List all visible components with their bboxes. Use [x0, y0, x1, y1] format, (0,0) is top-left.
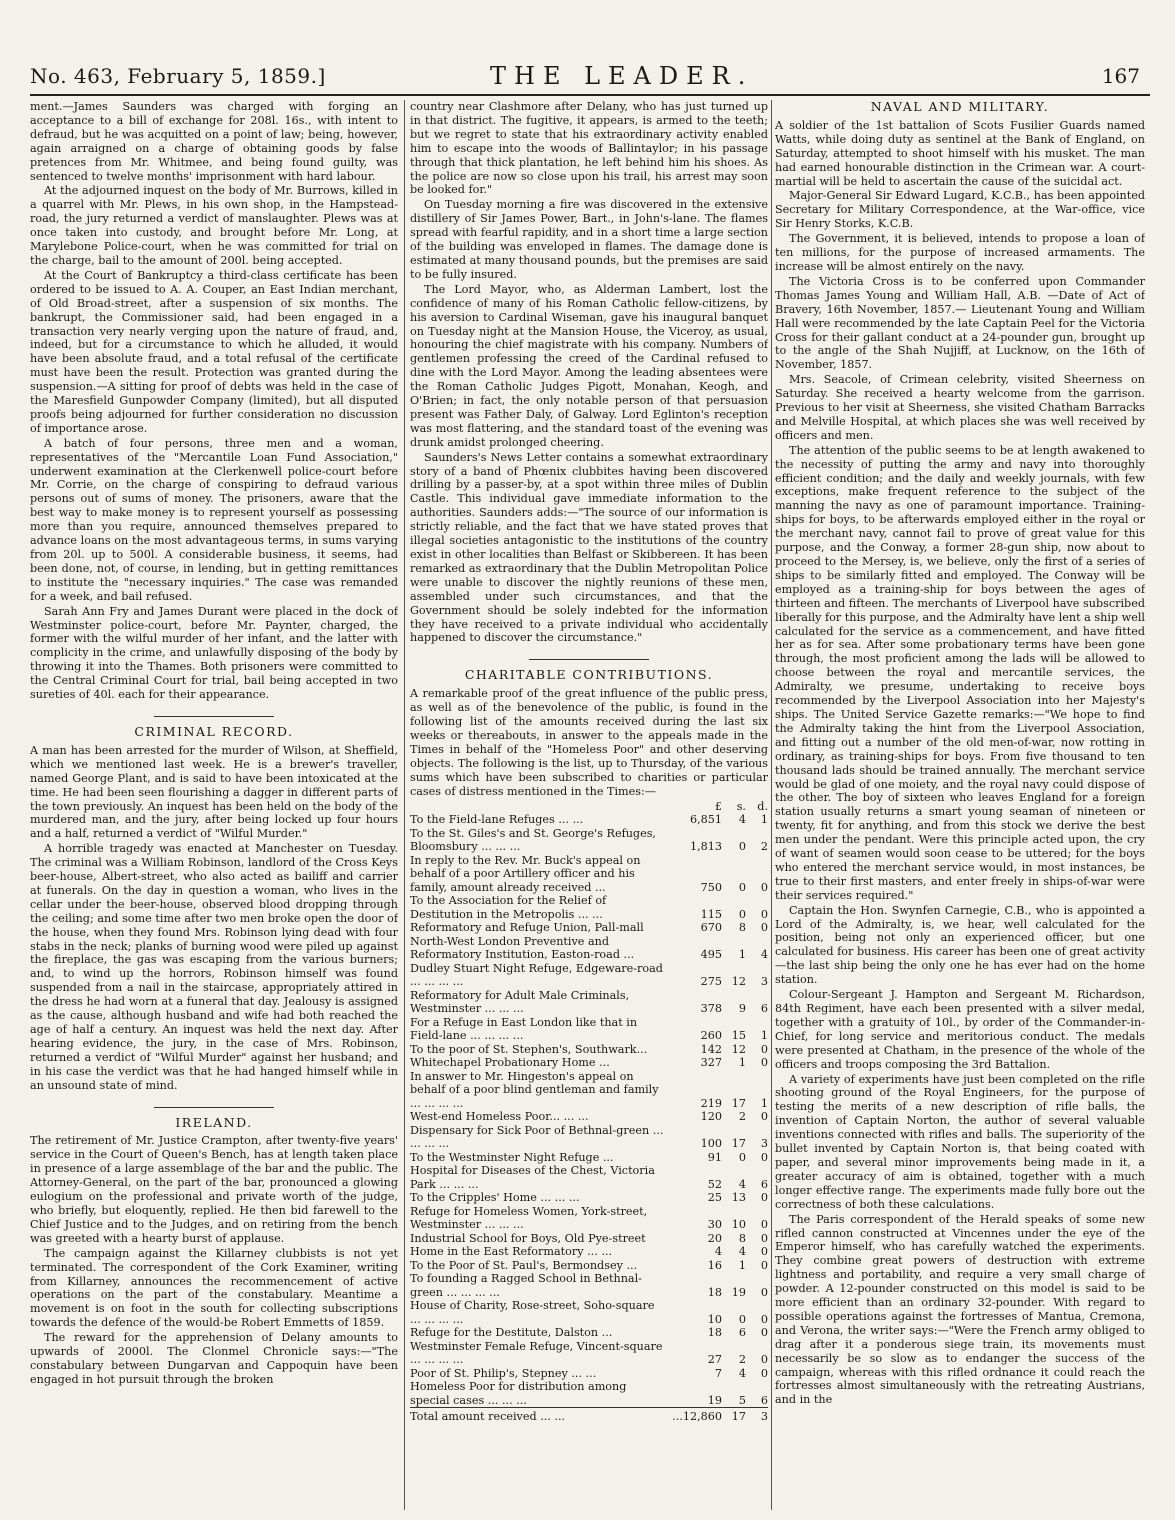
- shillings-cell: 12: [731, 1042, 746, 1056]
- contribution-name: House of Charity, Rose-street, Soho-square ... ... ... ...: [410, 1299, 655, 1326]
- pence-cell: 4: [760, 948, 768, 961]
- table-row: [410, 935, 768, 962]
- table-row: [410, 921, 768, 935]
- shillings-cell: 1: [738, 948, 746, 961]
- shillings-cell: 4: [738, 1177, 746, 1191]
- pence-cell: 2: [760, 840, 768, 853]
- shillings-cell: 0: [738, 1150, 746, 1164]
- contribution-name: To the Cripples' Home ... ... ...: [410, 1191, 580, 1204]
- pence-cell: 0: [760, 1110, 768, 1123]
- shillings-cell: 13: [731, 1191, 746, 1204]
- table-row: [410, 962, 768, 989]
- contribution-name: Hospital for Diseases of the Chest, Victoria Park ... ... ...: [410, 1164, 655, 1191]
- shillings-cell: 0: [738, 907, 746, 921]
- pounds-cell: 19: [707, 1393, 722, 1407]
- contributions-table: [410, 800, 768, 1424]
- article-paragraph: ment.—James Saunders was charged with forging an acceptance to a bill of exchange for 208l. 16s., with intent to defraud, but he was acquitted on a point of law; being, however, again arraigned on a charge of obtaining goods by false pretences from Mr. Whitmee, and being found guilty, was sentenced to twelve months' imprisonment with hard labour.: [30, 100, 398, 183]
- total-label: Total amount received ... ...: [410, 1408, 668, 1424]
- pounds-cell: 378: [700, 1002, 722, 1015]
- shillings-cell: 15: [731, 1029, 746, 1042]
- shillings-cell: 4: [738, 1366, 746, 1380]
- pence-cell: 6: [760, 1393, 768, 1407]
- total-row: [410, 1408, 768, 1424]
- pence-cell: 0: [760, 1312, 768, 1326]
- pounds-cell: 4: [714, 1245, 722, 1258]
- article-paragraph: The attention of the public seems to be at length awakened to the necessity of putting the army and navy into thoroughly efficient condition; and the daily and weekly journals, with few exceptions, make frequent reference to the subject of the manning the navy as one of paramount importance. Training-ships for boys, to be afterwards employed either in the royal or the merchant navy, cannot fail to prove of great value for this purpose, and the Conway, a former 28-gun ship, now about to proceed to the Mersey, is, we believe, only the first of a series of ships to be similarly fitted and employed. The Conway will be employed as a training-ship for boys between the ages of thirteen and fifteen. The merchants of Liverpool have subscribed liberally for this purpose, and the Admiralty have lent a ship well calculated for the service as a commencement, and have fitted her as for sea. After some probationary terms have been gone through, the most proficient among the lads will be allowed to choose between the royal and mercantile services, the Admiralty, we presume, undertaking to receive boys recommended by the Liverpool Association into her Majesty's ships. The United Service Gazette remarks:—"We hope to find the Admiralty taking the hint from the Liverpool Association, and fitting out a number of the old men-of-war, now rotting in ordinary, as training-ships for boys. From five thousand to ten thousand lads should be trained annually. The merchant service would be glad of one moiety, and the royal navy could dispose of the other. The boy of sixteen who leaves England for a foreign station usually returns a smart young seaman of nineteen or twenty, fit for anything, and from this stock we derive the best men under the pendant. Were this principle acted upon, the cry of want of seamen would soon cease to be uttered; for the boys who entered the merchant service would, in most instances, be true to their first masters, and enter freely in ships-of-war were their services required.": [775, 443, 1145, 902]
- pounds-cell: 100: [700, 1137, 722, 1150]
- shillings-cell: 0: [738, 880, 746, 894]
- shillings-cell: 2: [738, 1353, 746, 1366]
- total-pounds: ...12,860: [668, 1408, 722, 1424]
- pence-cell: 0: [760, 1366, 768, 1380]
- pounds-cell: 18: [707, 1285, 722, 1299]
- pence-cell: 0: [760, 1191, 768, 1204]
- pence-cell: 0: [760, 1231, 768, 1245]
- table-row: [410, 1124, 768, 1151]
- table-row: [410, 1326, 768, 1340]
- pounds-cell: 91: [707, 1150, 722, 1164]
- contribution-name: Reformatory for Adult Male Criminals, Westminster ... ... ...: [410, 988, 630, 1015]
- contribution-name: To the St. Giles's and St. George's Refuges, Bloomsbury ... ... ...: [410, 826, 656, 853]
- column-3: [775, 100, 1145, 1510]
- shillings-cell: 5: [738, 1393, 746, 1407]
- table-row: [410, 1070, 768, 1111]
- pounds-cell: 16: [707, 1258, 722, 1272]
- pence-cell: 0: [760, 1245, 768, 1258]
- pence-header: d.: [757, 799, 768, 813]
- pence-cell: 3: [760, 975, 768, 988]
- pounds-cell: 7: [714, 1366, 722, 1380]
- pounds-cell: 115: [700, 907, 722, 921]
- pounds-cell: 495: [700, 948, 722, 961]
- pounds-cell: 275: [700, 975, 722, 988]
- pence-cell: 0: [760, 1056, 768, 1069]
- article-paragraph: The reward for the apprehension of Delany amounts to upwards of 2000l. The Clonmel Chronicle says:—"The constabulary between Dungarvan and Cappoquin have been engaged in hot pursuit through the broken: [30, 1331, 398, 1386]
- article-paragraph: A remarkable proof of the great influence of the public press, as well as of the benevolence of the public, is found in the following list of the amounts received during the last six weeks or thereabouts, in answer to the appeals made in the Times in behalf of the "Homeless Poor" and other deserving objects. The following is the list, up to Thursday, of the various sums which have been subscribed to charities or particular cases of distress mentioned in the Times:—: [410, 687, 768, 798]
- article-paragraph: The campaign against the Killarney clubbists is not yet terminated. The correspondent of the Cork Examiner, writing from Killarney, announces the recommencement of active operations on the part of the constabulary. Meantime a movement is on foot in the south for collecting subscriptions towards the defence of the would-be Robert Emmetts of 1859.: [30, 1246, 398, 1330]
- column-1: [30, 100, 398, 1510]
- contribution-name: To the Association for the Relief of Destitution in the Metropolis ... ...: [410, 894, 607, 921]
- article-paragraph: A variety of experiments have just been completed on the rifle shooting ground of the Royal Engineers, for the purpose of testing the merits of a new description of rifle balls, the invention of Captain Norton, the author of several valuable inventions connected with rifles and balls. The superiority of the bullet invented by Captain Norton is, that being coated with paper, and several minor improvements being made in it, a greater accuracy of aim is obtained, together with a much longer effective range. The experiments made fully bore out the correctness of both these calculations.: [775, 1072, 1145, 1211]
- shillings-cell: 1: [738, 1258, 746, 1272]
- table-row: [410, 1164, 768, 1191]
- article-paragraph: Colour-Sergeant J. Hampton and Sergeant M. Richardson, 84th Regiment, have each been presented with a silver medal, together with a gratuity of 10l., by order of the Commander-in-Chief, for long service and meritorious conduct. The medals were presented at Chatham, in the presence of the whole of the officers and troops composing the 3rd Battalion.: [775, 988, 1145, 1071]
- column-rule: [404, 100, 405, 1510]
- pounds-cell: 120: [700, 1110, 722, 1123]
- page-number: 167: [1101, 64, 1140, 88]
- contribution-name: To founding a Ragged School in Bethnal-green ... ... ... ...: [410, 1272, 642, 1299]
- table-row: [410, 1043, 768, 1057]
- table-row: [410, 854, 768, 895]
- contribution-name: Refuge for the Destitute, Dalston ...: [410, 1326, 613, 1339]
- pounds-cell: 10: [707, 1312, 722, 1326]
- contribution-name: In answer to Mr. Hingeston's appeal on behalf of a poor blind gentleman and family ... ... ... ...: [410, 1069, 659, 1110]
- section-heading-naval-military: NAVAL AND MILITARY.: [870, 100, 1050, 114]
- contribution-name: Reformatory and Refuge Union, Pall-mall: [410, 921, 644, 934]
- pence-cell: 0: [760, 1258, 768, 1272]
- pounds-header: £: [714, 799, 722, 813]
- shillings-cell: 0: [738, 1312, 746, 1326]
- table-row: [410, 1056, 768, 1070]
- article-paragraph: A man has been arrested for the murder of Wilson, at Sheffield, which we mentioned last week. He is a brewer's traveller, named George Plant, and is said to have been intoxicated at the time. He had been seen flourishing a dagger in different parts of the town previously. An inquest has been held on the body of the murdered man, and the jury, after being locked up four hours and a half, returned a verdict of "Wilful Murder.": [30, 743, 398, 841]
- pounds-cell: 670: [700, 921, 722, 934]
- article-paragraph: Captain the Hon. Swynfen Carnegie, C.B., who is appointed a Lord of the Admiralty, is, we hear, well calculated for the position, being not only an experienced officer, but one calculated for business. His career has been one of great activity—the last ship being the only one he has ever had on the home station.: [775, 903, 1145, 987]
- total-pence: 3: [746, 1408, 768, 1424]
- table-row: [410, 1299, 768, 1326]
- pence-cell: 0: [760, 1218, 768, 1231]
- pence-cell: 0: [760, 880, 768, 894]
- column-2: [410, 100, 768, 1510]
- pence-cell: 0: [760, 1326, 768, 1339]
- pounds-cell: 25: [707, 1191, 722, 1204]
- article-paragraph: A horrible tragedy was enacted at Manchester on Tuesday. The criminal was a William Robinson, landlord of the Cross Keys beer-house, Albert-street, who also acted as bailiff and carrier at funerals. On the day in question a woman, who lives in the cellar under the beer-house, observed blood dropping through the ceiling; and some time after two men broke open the door of the house, when they found Mrs. Robinson lying dead with four stabs in the neck; planks of burning wood were piled up against the fireplace, the gas was escaping from the various burners; and, to wind up the horrors, Robinson himself was found suspended from a nail in the staircase, appropriately attired in the dress he had worn at a funeral that day. Jealousy is assigned as the cause, although husband and wife had both reached the age of half a century. An inquest was held the next day. After hearing evidence, the jury, in the case of Mrs. Robinson, returned a verdict of "Wilful Murder" against her husband; and in his case the verdict was that he had hanged himself while in an unsound state of mind.: [30, 842, 398, 1092]
- pounds-cell: 327: [700, 1056, 722, 1069]
- issue-date: No. 463, February 5, 1859.]: [30, 64, 326, 88]
- article-paragraph: At the Court of Bankruptcy a third-class certificate has been ordered to be issued to A. A. Couper, an East Indian merchant, of Old Broad-street, after a suspension of six months. The bankrupt, the Commissioner said, had been engaged in a transaction very nearly verging upon the nature of fraud, and, indeed, but for a circumstance to which he alluded, it would have been absolute fraud, and a total refusal of the certificate must have been the result. Protection was granted during the suspension.—A sitting for proof of debts was held in the case of the Maresfield Gunpowder Company (limited), but all disputed proofs being adjourned for further consideration no discussion of importance arose.: [30, 268, 398, 435]
- table-header-row: [410, 800, 768, 814]
- article-paragraph: The Paris correspondent of the Herald speaks of some new rifled cannon constructed at Vincennes under the eye of the Emperor himself, who has carefully watched the experiments. They combine great powers of destruction with extreme lightness and portability, and require a very small charge of powder. A 12-pounder constructed on this model is said to be more efficient than an ordinary 32-pounder. With regard to possible operations against the fortresses of Mantua, Cremona, and Verona, the writer says:—"Were the French army obliged to drag after it a ponderous siege train, its movements must necessarily be so slow as to endanger the success of the campaign, whereas with this rifled ordnance it could reach the fortresses almost simultaneously with the retreating Austrians, and in the: [775, 1212, 1145, 1407]
- pounds-cell: 6,851: [689, 813, 722, 826]
- section-heading-charitable-contributions: CHARITABLE CONTRIBUTIONS.: [464, 667, 714, 683]
- table-row: [410, 1367, 768, 1381]
- contribution-name: Refuge for Homeless Women, York-street, Westminster ... ... ...: [410, 1204, 648, 1231]
- contribution-name: Homeless Poor for distribution among special cases ... ... ...: [410, 1380, 627, 1407]
- contribution-name: Westminster Female Refuge, Vincent-square ... ... ... ...: [410, 1339, 663, 1366]
- table-row: [410, 1191, 768, 1205]
- article-paragraph: On Tuesday morning a fire was discovered in the extensive distillery of Sir James Power, Bart., in John's-lane. The flames spread with fearful rapidity, and in a short time a large section of the building was enveloped in flames. The damage done is estimated at many thousand pounds, but the premises are said to be fully insured.: [410, 198, 768, 281]
- contribution-name: In reply to the Rev. Mr. Buck's appeal on behalf of a poor Artillery officer and his family, amount already received ...: [410, 853, 641, 894]
- shillings-header: s.: [736, 799, 746, 813]
- table-row: [410, 1272, 768, 1299]
- contribution-name: West-end Homeless Poor... ... ...: [410, 1110, 589, 1123]
- pence-cell: 1: [760, 1029, 768, 1042]
- contribution-name: To the Westminster Night Refuge ...: [410, 1150, 614, 1164]
- table-row: [410, 813, 768, 827]
- contribution-name: For a Refuge in East London like that in Field-lane ... ... ... ...: [410, 1015, 638, 1042]
- article-paragraph: The Victoria Cross is to be conferred upon Commander Thomas James Young and William Hall, A.B. —Date of Act of Bravery, 16th November, 1857.— Lieutenant Young and William Hall were recommended by the late Captain Peel for the Victoria Cross for their gallant conduct at a 24-pounder gun, brought up to the angle of the Shah Nujjiff, at Lucknow, on the 16th of November, 1857.: [775, 274, 1145, 372]
- shillings-cell: 8: [738, 1231, 746, 1245]
- shillings-cell: 2: [738, 1110, 746, 1123]
- shillings-cell: 0: [738, 840, 746, 853]
- article-paragraph: country near Clashmore after Delany, who has just turned up in that district. The fugitive, it appears, is armed to the teeth; but we regret to state that his extraordinary activity enabled him to escape into the woods of Ballintaylor; in his passage through that thick plantation, he left behind him his shoes. As the police are now so close upon his trail, his arrest may soon be looked for.": [410, 100, 768, 197]
- shillings-cell: 4: [738, 813, 746, 826]
- pence-cell: 0: [760, 1353, 768, 1366]
- shillings-cell: 4: [738, 1245, 746, 1258]
- pence-cell: 1: [760, 1096, 768, 1110]
- pounds-cell: 52: [707, 1177, 722, 1191]
- shillings-cell: 12: [731, 975, 746, 988]
- column-rule: [771, 100, 772, 1510]
- pounds-cell: 30: [707, 1218, 722, 1231]
- contribution-name: To the Poor of St. Paul's, Bermondsey ...: [410, 1258, 638, 1272]
- table-row: [410, 1016, 768, 1043]
- article-paragraph: The Lord Mayor, who, as Alderman Lambert, lost the confidence of many of his Roman Catholic fellow-citizens, by his aversion to Cardinal Wiseman, gave his inaugural banquet on Tuesday night at the Mansion House, the Viceroy, as usual, honouring the chief magistrate with his company. Numbers of gentlemen professing the creed of the Cardinal refused to dine with the Lord Mayor. Among the leading absentees were the Roman Catholic Judges Pigott, Monahan, Keogh, and O'Brien; in fact, the only notable person of that persuasion present was Father Daly, of Galway. Lord Eglinton's reception was most flattering, and the standard toast of the evening was drunk amidst prolonged cheering.: [410, 282, 768, 449]
- article-paragraph: Mrs. Seacole, of Crimean celebrity, visited Sheerness on Saturday. She received a hearty welcome from the garrison. Previous to her visit at Sheerness, she visited Chatham Barracks and Melville Hospital, at which places she was well received by officers and men.: [775, 373, 1145, 442]
- contribution-name: Industrial School for Boys, Old Pye-street: [410, 1231, 646, 1245]
- article-paragraph: The Government, it is believed, intends to propose a loan of ten millions, for the purpose of increased armaments. The increase will be almost entirely on the navy.: [775, 232, 1145, 273]
- shillings-cell: 17: [731, 1096, 746, 1110]
- section-heading-ireland: IRELAND.: [175, 1114, 253, 1130]
- pounds-cell: 750: [700, 880, 722, 894]
- pounds-cell: 18: [707, 1326, 722, 1339]
- section-divider: [154, 1107, 274, 1108]
- shillings-cell: 6: [738, 1326, 746, 1339]
- pounds-cell: 20: [707, 1231, 722, 1245]
- article-paragraph: A batch of four persons, three men and a woman, representatives of the "Mercantile Loan Fund Association," underwent examination at the Clerkenwell police-court before Mr. Corrie, on the charge of conspiring to defraud various persons out of sums of money. The prisoners, aware that the best way to make money is to represent yourself as possessing more than you require, announced themselves prepared to advance loans on the most advantageous terms, in sums varying from 20l. up to 500l. A considerable business, it seems, had been done, not, of course, in lending, but in getting remittances to institute the "necessary inquiries." The case was remanded for a week, and bail refused.: [30, 436, 398, 603]
- pounds-cell: 27: [707, 1353, 722, 1366]
- contribution-name: North-West London Preventive and Reformatory Institution, Easton-road ...: [410, 934, 635, 961]
- article-paragraph: A soldier of the 1st battalion of Scots Fusilier Guards named Watts, while doing duty as sentinel at the Bank of England, on Saturday, attempted to shoot himself with his musket. The man had earned honourable distinction in the Crimean war. A court-martial will be held to ascertain the cause of the suicidal act.: [775, 118, 1145, 188]
- table-row: [410, 1380, 768, 1408]
- table-row: [410, 1245, 768, 1259]
- pence-cell: 0: [760, 907, 768, 921]
- pence-cell: 0: [760, 1285, 768, 1299]
- pence-cell: 6: [760, 1177, 768, 1191]
- total-shillings: 17: [722, 1408, 746, 1424]
- section-heading-criminal-record: CRIMINAL RECORD.: [134, 723, 294, 739]
- pence-cell: 6: [760, 1002, 768, 1015]
- section-divider: [154, 716, 274, 717]
- article-paragraph: Saunders's News Letter contains a somewhat extraordinary story of a band of Phœnix clubbites having been discovered drilling by a passer-by, at a spot within three miles of Dublin Castle. This individual gave immediate information to the authorities. Saunders adds:—"The source of our information is strictly reliable, and the fact that we have stated proves that illegal societies antagonistic to the institutions of the country exist in other localities than Belfast or Skibbereen. It has been remarked as extraordinary that the Dublin Metropolitan Police were unable to discover the nightly reunions of these men, assembled under such circumstances, and that the Government should be solely indebted for the information they have received to a private individual who accidentally happened to discover the circumstance.": [410, 450, 768, 645]
- article-paragraph: At the adjourned inquest on the body of Mr. Burrows, killed in a quarrel with Mr. Plews, in his own shop, in the Hampstead-road, the jury returned a verdict of manslaughter. Plews was at once taken into custody, and brought before Mr. Long, at Marylebone Police-court, when he was committed for trial on the charge, bail to the amount of 200l. being accepted.: [30, 184, 398, 267]
- contribution-name: Poor of St. Philip's, Stepney ... ...: [410, 1366, 597, 1380]
- table-row: [410, 1151, 768, 1165]
- shillings-cell: 19: [731, 1285, 746, 1299]
- table-row: [410, 1232, 768, 1246]
- table-row: [410, 1110, 768, 1124]
- contribution-name: Whitechapel Probationary Home ...: [410, 1056, 610, 1069]
- pence-cell: 0: [760, 1150, 768, 1164]
- table-row: [410, 1205, 768, 1232]
- table-row: [410, 894, 768, 921]
- contribution-name: Dudley Stuart Night Refuge, Edgeware-road ... ... ... ...: [410, 961, 663, 988]
- pounds-cell: 1,813: [689, 840, 722, 853]
- section-divider: [529, 659, 649, 660]
- article-paragraph: Major-General Sir Edward Lugard, K.C.B., has been appointed Secretary for Military Correspondence, at the War-office, vice Sir Henry Storks, K.C.B.: [775, 189, 1145, 231]
- pounds-cell: 260: [700, 1029, 722, 1042]
- newspaper-title: THE LEADER.: [490, 62, 754, 90]
- article-paragraph: Sarah Ann Fry and James Durant were placed in the dock of Westminster police-court, before Mr. Paynter, charged, the former with the wilful murder of her infant, and the latter with complicity in the crime, and unlawfully disposing of the body by throwing it into the Thames. Both prisoners were committed to the Central Criminal Court for trial, bail being accepted in two sureties of 40l. each for their appearance.: [30, 604, 398, 702]
- shillings-cell: 1: [738, 1056, 746, 1069]
- table-row: [410, 1340, 768, 1367]
- shillings-cell: 17: [731, 1137, 746, 1150]
- shillings-cell: 9: [738, 1002, 746, 1015]
- pence-cell: 1: [760, 813, 768, 826]
- table-row: [410, 1259, 768, 1273]
- pence-cell: 0: [760, 921, 768, 934]
- pence-cell: 3: [760, 1137, 768, 1150]
- contribution-name: To the poor of St. Stephen's, Southwark...: [410, 1042, 648, 1056]
- table-row: [410, 827, 768, 854]
- article-paragraph: The retirement of Mr. Justice Crampton, after twenty-five years' service in the Court of Queen's Bench, has at length taken place in presence of a large assemblage of the bar and the public. The Attorney-General, on the part of the bar, pronounced a glowing eulogium on the professional and private worth of the judge, who briefly, but eloquently, replied. He then bid farewell to the Chief Justice and to the Judges, and on retiring from the bench was greeted with a hearty burst of applause.: [30, 1134, 398, 1245]
- masthead: [30, 60, 1150, 96]
- shillings-cell: 8: [738, 921, 746, 934]
- table-row: [410, 989, 768, 1016]
- pounds-cell: 219: [700, 1096, 722, 1110]
- pence-cell: 0: [760, 1042, 768, 1056]
- shillings-cell: 10: [731, 1218, 746, 1231]
- contribution-name: Home in the East Reformatory ... ...: [410, 1245, 613, 1258]
- contribution-name: Dispensary for Sick Poor of Bethnal-green ... ... ... ...: [410, 1123, 664, 1150]
- contribution-name: To the Field-lane Refuges ... ...: [410, 813, 584, 826]
- pounds-cell: 142: [700, 1042, 722, 1056]
